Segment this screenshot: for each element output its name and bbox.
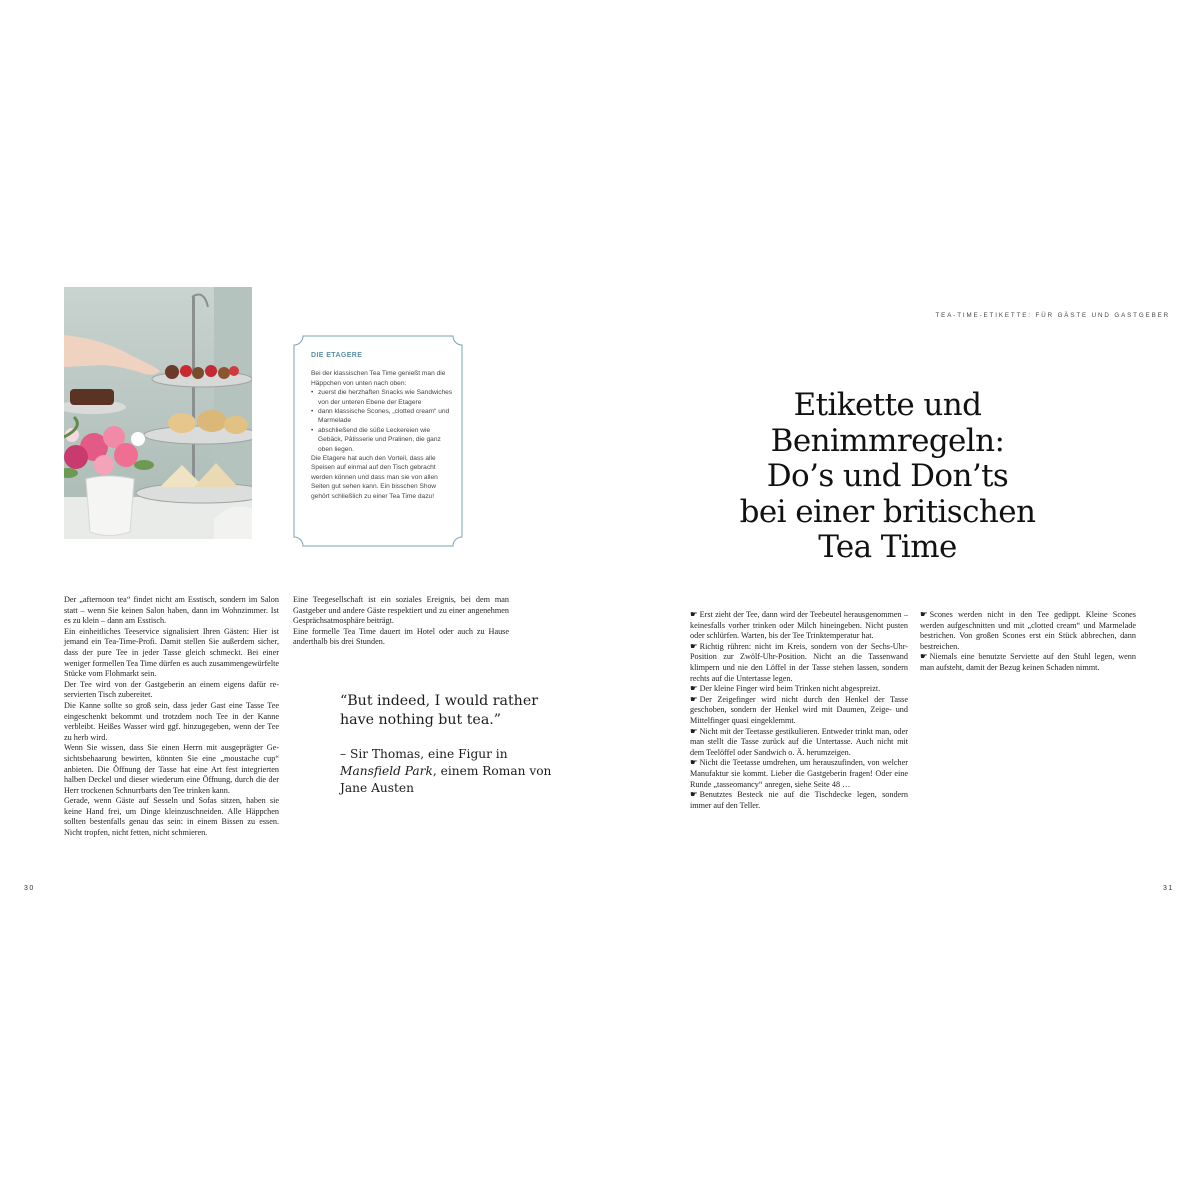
info-box-intro: Bei der klassischen Tea Time genießt man die Häppchen von unten nach oben:: [311, 370, 446, 387]
headline-line: Benimmregeln:: [770, 422, 1005, 459]
pointing-hand-icon: ☛: [690, 684, 698, 695]
paragraph: Gerade, wenn Gäste auf Sesseln und Sofas sitzen, haben sie keine Hand frei, um Dinge kleinzuschneiden. Alle Häppchen sollten bestenfalls genau das sein: in einem Bissen zu essen. Nicht tropfen, nicht fetten, nicht schmieren.: [64, 796, 279, 838]
running-head: TEA-TIME-ETIKETTE: FÜR GÄSTE UND GASTGEBER: [935, 312, 1170, 319]
tea-etagere-illustration: [64, 287, 252, 539]
headline-line: bei einer britischen: [739, 493, 1036, 530]
attribution-suffix: , einem Roman von Jane Austen: [340, 764, 552, 795]
paragraph: Die Kanne sollte so groß sein, dass jeder Gast eine Tasse Tee eingeschenkt bekommt und trotzdem noch Tee in der Kanne verbleibt. Heißes Wasser wird ggf. hinzugegeben, wenn der Tee zu herb wird.: [64, 700, 279, 742]
paragraph: Eine Teegesellschaft ist ein soziales Ereignis, bei dem man Gastgeber und andere Gäste respektiert und zu einer angenehmen Gesprächsatmosphäre beiträgt.: [293, 595, 509, 626]
headline-line: Etikette und: [793, 387, 982, 423]
rule-item: ☛ Erst zieht der Tee, dann wird der Teebeutel herausgenommen – keinesfalls vorher trinken oder Milch hineingeben. Nicht pusten oder schlürfen. Warten, bis der Tee Trinktemperatur hat.: [690, 610, 908, 641]
rule-item: ☛ Der kleine Finger wird beim Trinken nicht abgespreizt.: [690, 684, 881, 695]
page-number-right: 31: [1163, 885, 1174, 892]
pointing-hand-icon: ☛: [920, 652, 928, 663]
info-box-item: • dann klassische Scones, „clotted cream“ und Marmelade: [311, 407, 453, 426]
attribution-title: Mansfield Park: [340, 764, 433, 778]
paragraph: Ein einheitliches Teeservice signalisiert Ihren Gästen: Hier ist jemand ein Tea-Time-Profi. Damit stellen Sie außerdem sicher, dass der pure Tee in jeder Tasse gleich schmeckt. Bei einer weniger formellen Tea Time dürfen es auch zusammengewürfelte Stücke vom Flohmarkt sein.: [64, 626, 279, 679]
pointing-hand-icon: ☛: [690, 726, 698, 737]
info-box-outro: Die Etagere hat auch den Vorteil, dass alle Speisen auf einmal auf den Tisch gebracht werden können und dass man sie von allen Seiten gut sehen kann. Ein bisschen Show gehört schließlich zu einer Tea Time dazu!: [311, 455, 438, 500]
pointing-hand-icon: ☛: [690, 758, 698, 769]
pull-quote: [340, 692, 570, 797]
paragraph: Wenn Sie wissen, dass Sie einen Herrn mit ausgeprägter Gesichtsbehaarung bewirten, könnten Sie eine „moustache cup“ anbieten. Die Öffnung der Tasse hat eine Art fest integrierten halben Deckel und dieser wiederum eine Öffnung, durch die der Herr trockenen Schnurrbarts den Tee trinken kann.: [64, 743, 279, 795]
rule-item: ☛ Nicht mit der Teetasse gestikulieren. Entweder trinkt man, oder man stellt die Tasse zurück auf die Untertasse. Auch nicht mit dem Teelöffel oder Sandwich o. Ä. herumzeigen.: [690, 726, 908, 757]
body-column-4: [920, 610, 1136, 674]
quote-text: “But indeed, I would rather have nothing but tea.”: [340, 693, 539, 728]
rule-item: ☛ Richtig rühren: nicht im Kreis, sondern von der Sechs-Uhr-Position zur Zwölf-Uhr-Position. Nicht an die Tassenwand klimpern und nie den Löffel in der Tasse stehen lassen, sondern rechts auf die Untertasse legen.: [690, 641, 908, 683]
info-box-list: [311, 388, 453, 454]
chapter-headline: [690, 388, 1085, 566]
body-column-3: [690, 610, 908, 811]
info-box-item: • abschließend die süße Leckereien wie Gebäck, Pâtisserie und Pralinen, die ganz oben liegen.: [311, 426, 453, 454]
rule-item: ☛ Der Zeigefinger wird nicht durch den Henkel der Tasse geschoben, sondern der Henkel wird mit Daumen, Zeige- und Mittelfinger quasi eingeklemmt.: [690, 694, 908, 725]
quote-attribution: [340, 746, 570, 797]
info-box-item: • zuerst die herzhaften Snacks wie Sandwiches von der unteren Ebene der Etagere: [311, 388, 453, 407]
paragraph: Der „afternoon tea“ findet nicht am Esstisch, sondern im Salon statt – wenn Sie keinen Salon haben, dann im Wohnzimmer. Ist es zu klein – dann am Esstisch.: [64, 595, 279, 626]
pointing-hand-icon: ☛: [690, 694, 698, 705]
rule-item: ☛ Scones werden nicht in den Tee gedippt. Kleine Scones werden aufgeschnitten und mit „clotted cream“ und Marmelade bestrichen. Von großen Scones erst ein Stück abbrechen, dann bestreichen.: [920, 610, 1136, 651]
pointing-hand-icon: ☛: [690, 641, 698, 652]
rule-item: ☛ Benutztes Besteck nie auf die Tischdecke legen, sondern immer auf den Teller.: [690, 790, 908, 810]
body-column-1: [64, 595, 279, 839]
headline-line: Do’s und Don’ts: [766, 458, 1009, 494]
headline-line: Tea Time: [818, 529, 957, 565]
paragraph: Eine formelle Tea Time dauert im Hotel oder auch zu Hause anderthalb bis drei Stunden.: [293, 626, 509, 647]
pointing-hand-icon: ☛: [690, 790, 698, 801]
pointing-hand-icon: ☛: [920, 610, 928, 620]
right-page: [600, 0, 1200, 1200]
page-number-left: 30: [24, 885, 35, 892]
etagere-photo: [64, 287, 252, 539]
etagere-info-box: [293, 335, 463, 547]
rule-item: ☛ Niemals eine benutzte Serviette auf den Stuhl legen, wenn man aufsteht, damit der Bezug keinen Schaden nimmt.: [920, 652, 1136, 672]
pointing-hand-icon: ☛: [690, 610, 698, 620]
rule-item: ☛ Nicht die Teetasse umdrehen, um herauszufinden, von welcher Manufaktur sie kommt. Lieber die Gastgeberin fragen! Oder eine Runde „tasseomancy“ anregen, siehe Seite 48 …: [690, 758, 908, 789]
paragraph: Der Tee wird von der Gastgeberin an einem eigens dafür reservierten Tisch zubereitet.: [64, 679, 279, 700]
info-box-title: DIE ETAGERE: [311, 352, 363, 359]
body-column-2: [293, 595, 509, 648]
attribution-prefix: – Sir Thomas, eine Figur in: [340, 747, 508, 761]
